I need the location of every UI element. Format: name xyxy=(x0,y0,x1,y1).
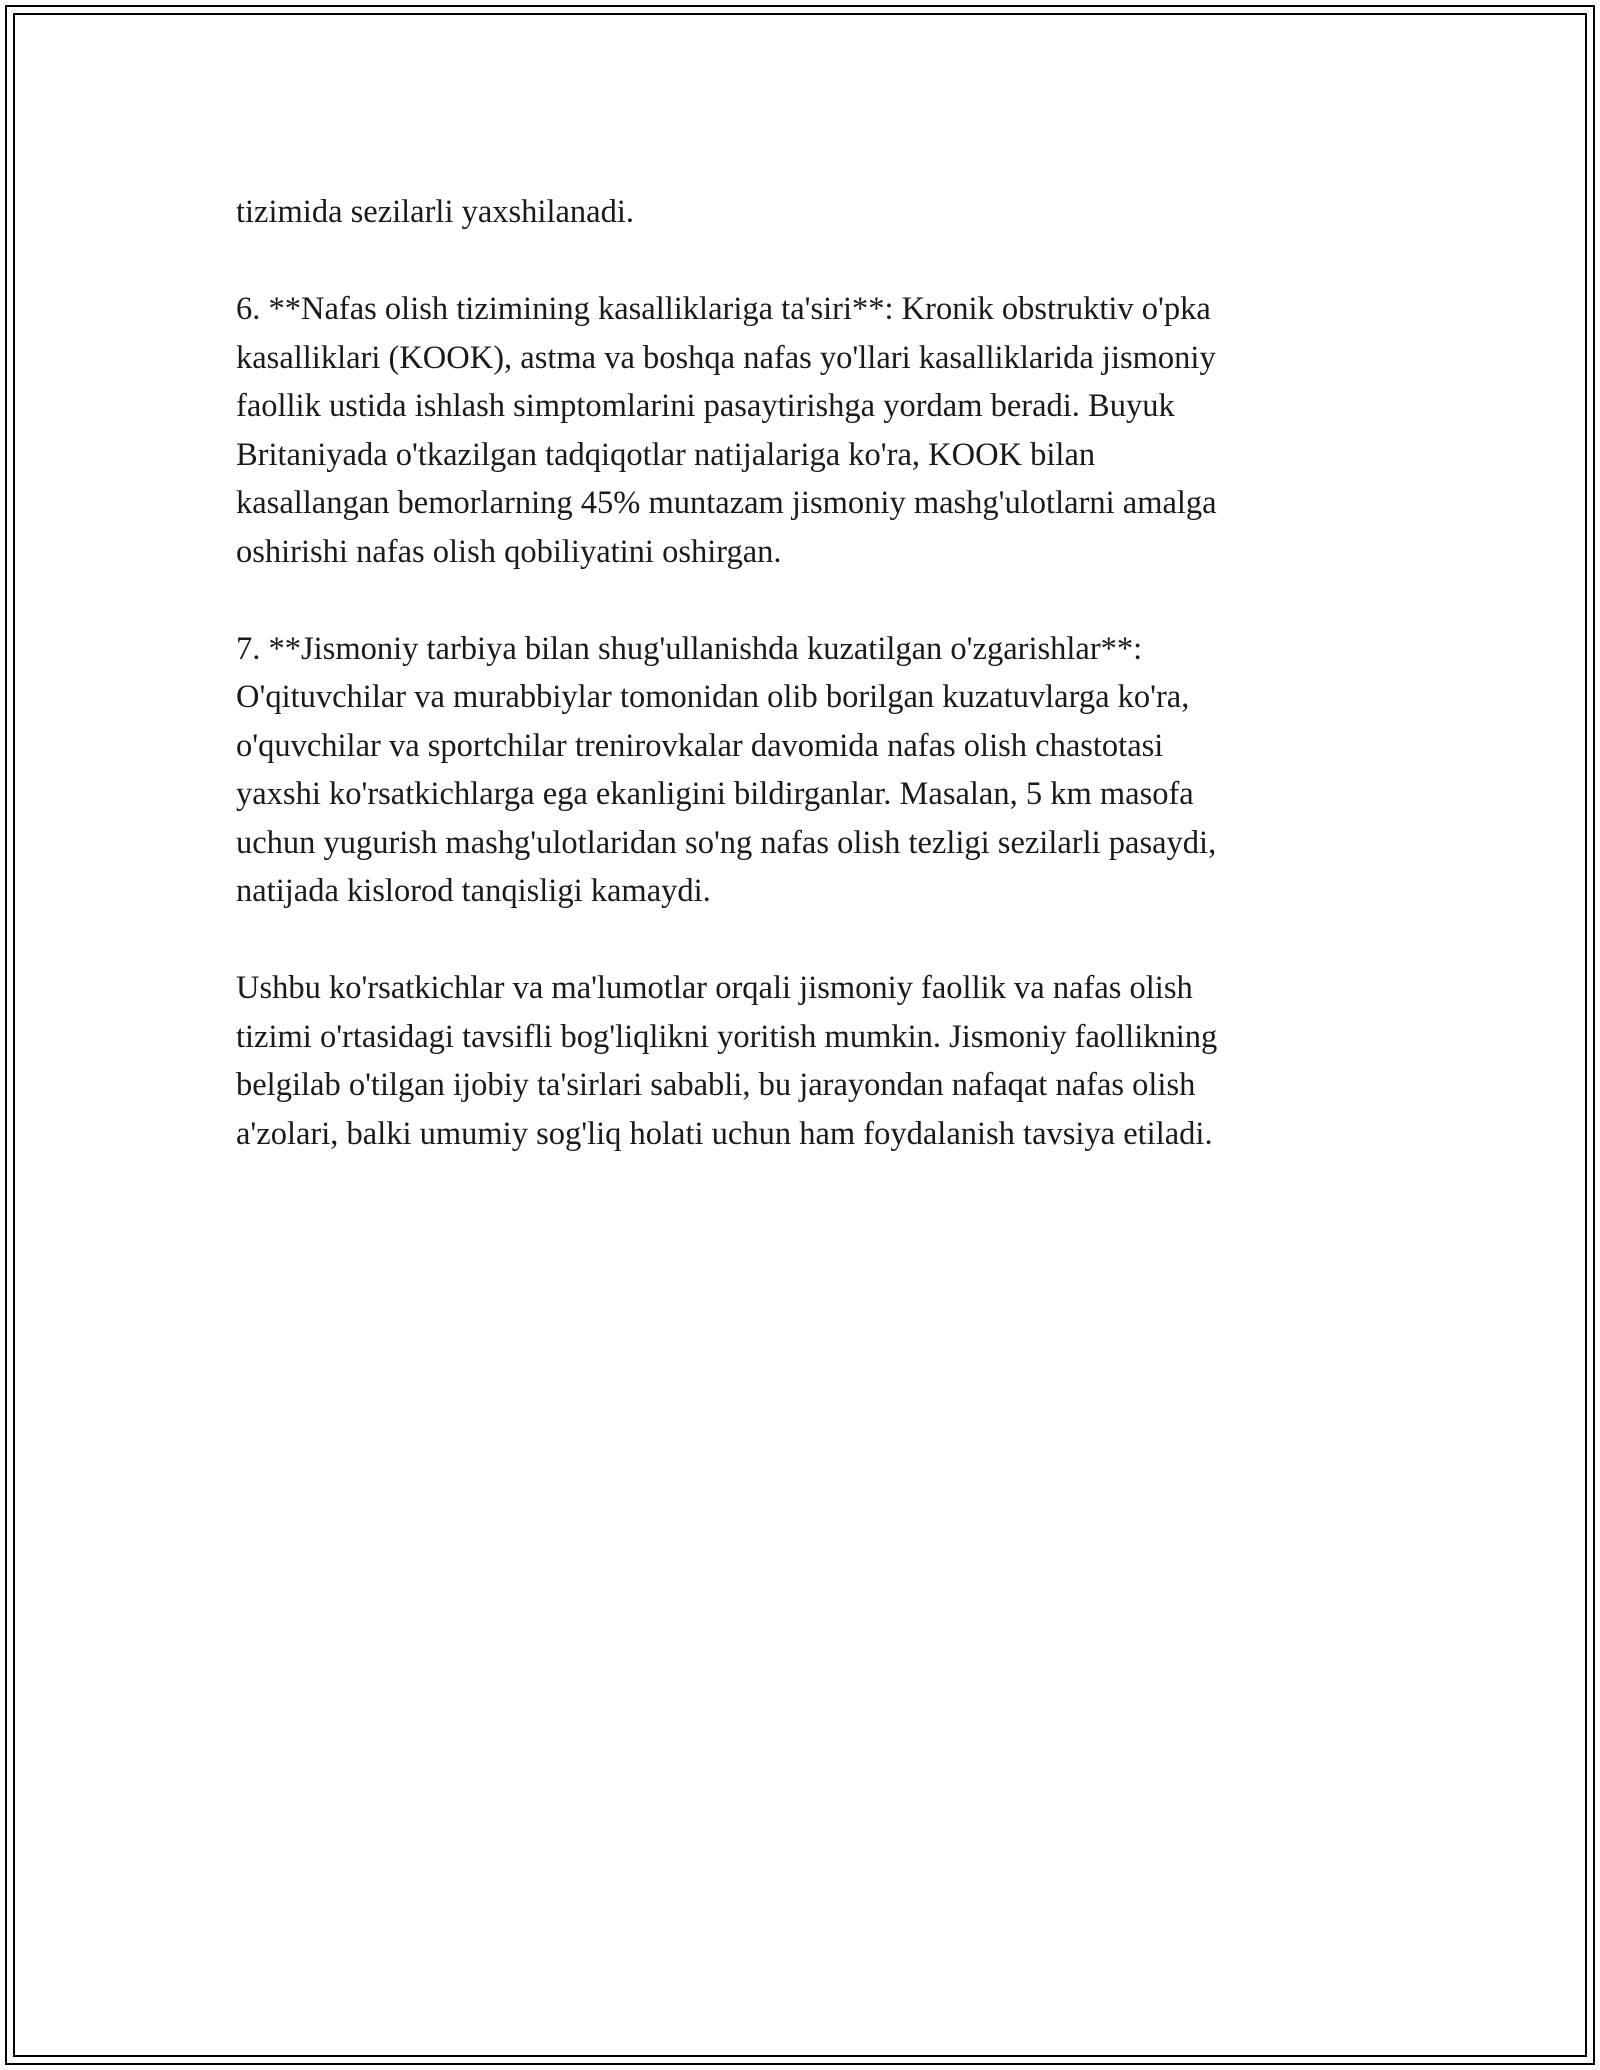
text-line: 7. **Jismoniy tarbiya bilan shug'ullanishda kuzatilgan o'zgarishlar**: xyxy=(236,630,1143,667)
text-line: tizimida sezilarli yaxshilanadi. xyxy=(236,194,634,230)
text-line: oshirishi nafas olish qobiliyatini oshirgan. xyxy=(236,533,782,570)
paragraph-intro-continuation xyxy=(236,188,1386,237)
paragraph-item-7 xyxy=(236,625,1386,916)
text-line: yaxshi ko'rsatkichlarga ega ekanligini bildirganlar. Masalan, 5 km masofa xyxy=(236,776,1194,812)
paragraph-item-6 xyxy=(236,285,1386,576)
text-line: uchun yugurish mashg'ulotlaridan so'ng nafas olish tezligi sezilarli pasaydi, xyxy=(236,824,1217,861)
paragraph-spacer xyxy=(236,916,1386,965)
text-line: o'quvchilar va sportchilar trenirovkalar davomida nafas olish chastotasi xyxy=(236,727,1164,764)
text-line: tizimi o'rtasidagi tavsifli bog'liqlikni yoritish mumkin. Jismoniy faollikning xyxy=(236,1018,1218,1055)
text-line: faollik ustida ishlash simptomlarini pasaytirishga yordam beradi. Buyuk xyxy=(236,388,1175,424)
text-line: kasallangan bemorlarning 45% muntazam jismoniy mashg'ulotlarni amalga xyxy=(236,485,1217,521)
text-line: a'zolari, balki umumiy sog'liq holati uchun ham foydalanish tavsiya etiladi. xyxy=(236,1115,1213,1152)
text-line: 6. **Nafas olish tizimining kasalliklariga ta'siri**: Kronik obstruktiv o'pka xyxy=(236,291,1211,327)
text-line: belgilab o'tilgan ijobiy ta'sirlari sababli, bu jarayondan nafaqat nafas olish xyxy=(236,1067,1196,1103)
paragraph-conclusion xyxy=(236,964,1386,1158)
paragraph-spacer xyxy=(236,576,1386,625)
text-line: natijada kislorod tanqisligi kamaydi. xyxy=(236,873,711,909)
text-line: O'qituvchilar va murabbiylar tomonidan olib borilgan kuzatuvlarga ko'ra, xyxy=(236,679,1190,715)
document-body xyxy=(236,188,1386,1158)
text-line: Ushbu ko'rsatkichlar va ma'lumotlar orqali jismoniy faollik va nafas olish xyxy=(236,970,1193,1006)
paragraph-spacer xyxy=(236,237,1386,286)
text-line: kasalliklari (KOOK), astma va boshqa nafas yo'llari kasalliklarida jismoniy xyxy=(236,339,1216,376)
text-line: Britaniyada o'tkazilgan tadqiqotlar natijalariga ko'ra, KOOK bilan xyxy=(236,436,1096,473)
